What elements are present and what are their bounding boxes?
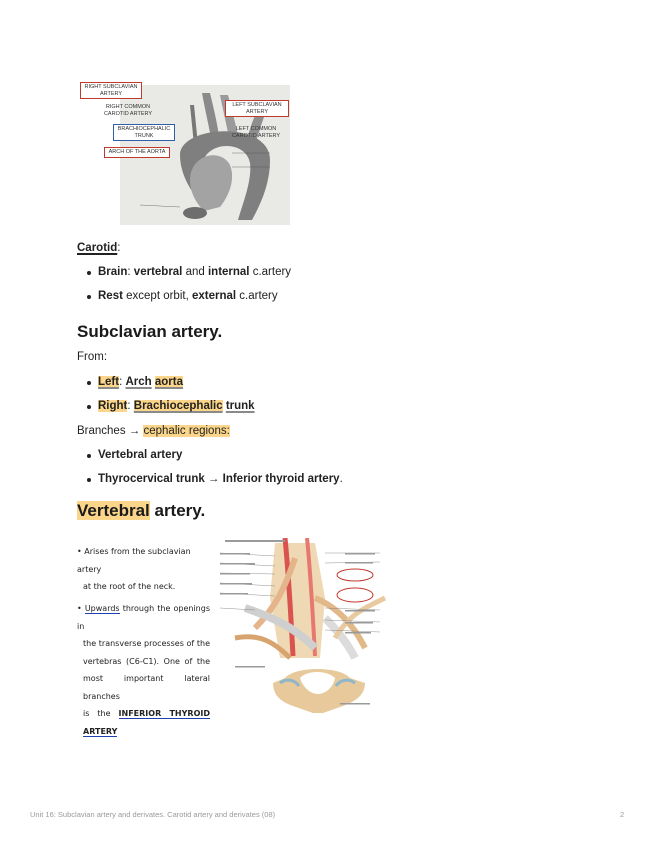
carotid-list <box>78 266 291 303</box>
branches-list <box>78 449 343 486</box>
from-label: From: <box>77 351 108 363</box>
list-item: Right: Brachiocephalic trunk <box>78 400 255 413</box>
label-left-common-carotid: LEFT COMMON CAROTID ARTERY <box>231 126 281 139</box>
carotid-label: Carotid: <box>77 242 121 254</box>
list-item: Brain: vertebral and internal c.artery <box>78 266 291 279</box>
subclavian-heading: Subclavian artery. <box>77 322 223 341</box>
label-arch-of-aorta: ARCH OF THE AORTA <box>104 147 170 158</box>
vertebral-artery-figure <box>215 538 390 718</box>
from-list <box>78 376 255 413</box>
label-brachiocephalic-trunk: BRACHIOCEPHALIC TRUNK <box>113 124 175 141</box>
aortic-arch-figure <box>80 80 285 225</box>
label-right-subclavian: RIGHT SUBCLAVIAN ARTERY <box>80 82 142 99</box>
list-item: Vertebral artery <box>78 449 343 462</box>
label-right-common-carotid: RIGHT COMMON CAROTID ARTERY <box>103 104 153 117</box>
label-left-subclavian: LEFT SUBCLAVIAN ARTERY <box>225 100 289 117</box>
list-item: Rest except orbit, external c.artery <box>78 290 291 303</box>
vertebral-paragraph-1: • Arises from the subclavian artery at the root of the neck. <box>77 547 191 591</box>
list-item: Left: Arch aorta <box>78 376 255 389</box>
page-number: 2 <box>620 810 625 819</box>
vertebral-paragraph-2: • Upwards through the openings in the transverse processes of the vertebras (C6-C1). One of the most important lateral branches is the INFERIOR THYROID ARTERY <box>77 604 210 736</box>
footer-title: Unit 16: Subclavian artery and derivates. Carotid artery and derivates (08) <box>30 810 276 819</box>
list-item: Thyrocervical trunk → Inferior thyroid artery. <box>78 473 343 486</box>
vertebral-heading: Vertebral artery. <box>77 501 206 520</box>
branches-line: Branches → cephalic regions: <box>77 425 230 437</box>
